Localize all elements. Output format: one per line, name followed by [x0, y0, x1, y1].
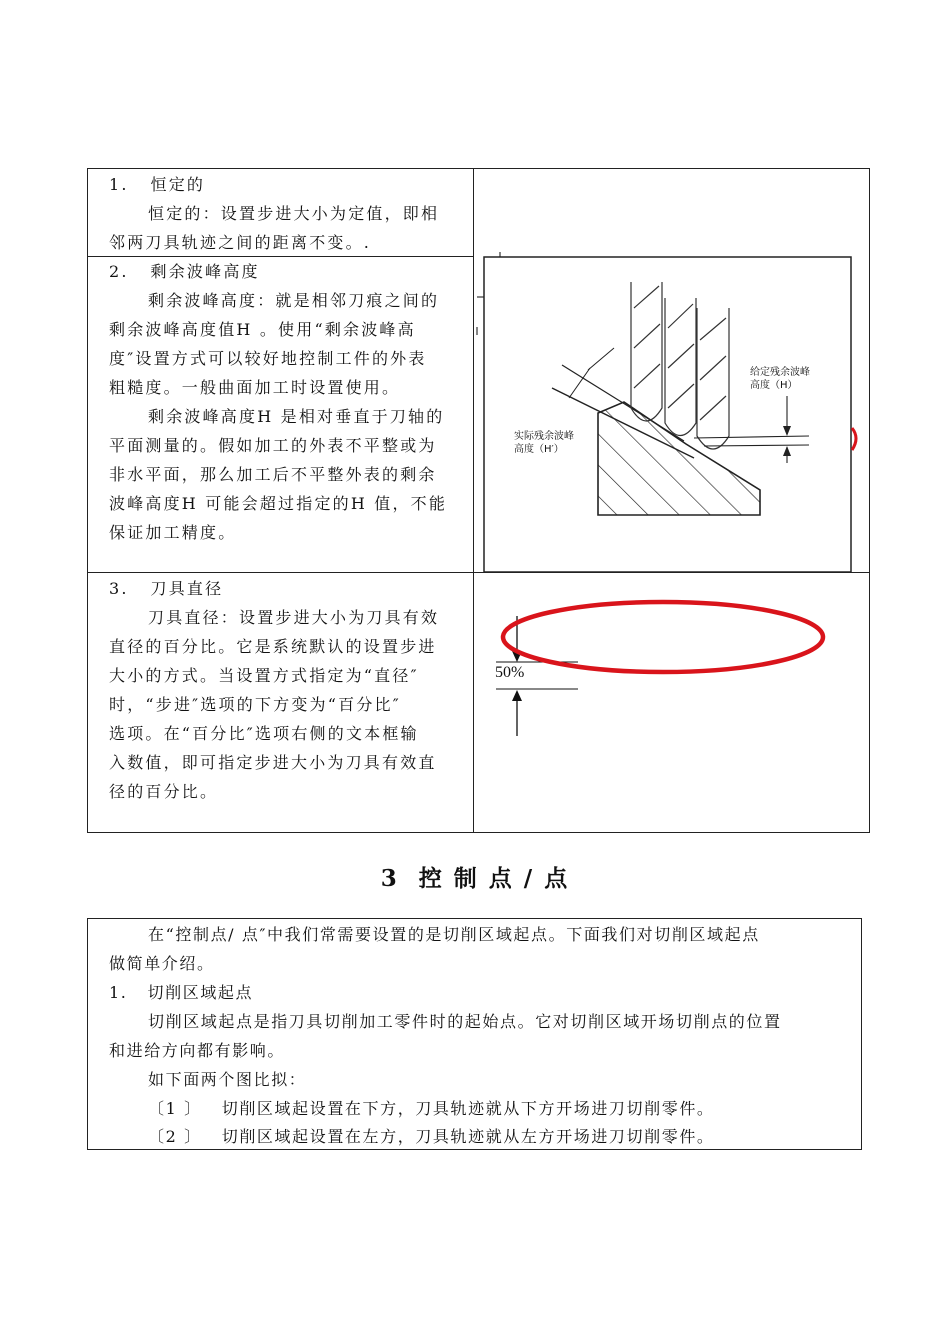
- row-2-line-7: 非水平面，那么加工后不平整外表的剩余: [109, 465, 437, 484]
- given-scallop-label-2: 高度（H）: [750, 380, 798, 391]
- row-1-line-2: 邻两刀具轨迹之间的距离不变。.: [109, 233, 372, 252]
- box-line-5: 和进给方向都有影响。: [109, 1041, 286, 1060]
- row-3-line-3: 大小的方式。当设置方式指定为“直径″: [109, 666, 419, 685]
- row-2-line-3: 度″设置方式可以较好地控制工件的外表: [109, 349, 427, 368]
- row-2-heading: 2. 剩余波峰高度: [109, 262, 260, 281]
- scallop-height-figure: [474, 248, 870, 578]
- row-2-line-5: 剩余波峰高度H 是相对垂直于刀轴的: [148, 407, 445, 426]
- box-line-6: 如下面两个图比拟：: [148, 1070, 307, 1089]
- row-2-line-6: 平面测量的。假如加工的外表不平整或为: [109, 436, 437, 455]
- row-3-line-2: 直径的百分比。它是系统默认的设置步进: [109, 637, 437, 656]
- actual-scallop-label-1: 实际残余波峰: [514, 431, 574, 442]
- box-line-3: 1. 切削区域起点: [109, 983, 254, 1002]
- figure-frame: [484, 257, 851, 572]
- red-mark: [852, 428, 856, 450]
- row-2-line-4: 粗糙度。一般曲面加工时设置使用。: [109, 378, 401, 397]
- row-3-heading: 3. 刀具直径: [109, 579, 224, 598]
- box-line-2: 做简单介绍。: [109, 954, 215, 973]
- section-title: 3 控 制 点 / 点: [380, 865, 570, 892]
- row-1-heading: 1. 恒定的: [109, 175, 206, 194]
- row-2-line-1: 剩余波峰高度：就是相邻刀痕之间的: [148, 291, 440, 310]
- box-line-1: 在“控制点/ 点″中我们常需要设置的是切削区域起点。下面我们对切削区域起点: [148, 925, 760, 944]
- row-3-line-1: 刀具直径：设置步进大小为刀具有效: [148, 608, 440, 627]
- actual-scallop-label-2: 高度（H′）: [514, 444, 564, 455]
- row-3-line-6: 入数值，即可指定步进大小为刀具有效直: [109, 753, 437, 772]
- red-ellipse: [503, 602, 823, 672]
- percent-label: 50%: [495, 664, 525, 681]
- box-line-7: 〔1 〕 切削区域起设置在下方，刀具轨迹就从下方开场进刀切削零件。: [148, 1099, 715, 1118]
- row-3-line-5: 选项。在“百分比″选项右侧的文本框输: [109, 724, 419, 743]
- tool-diameter-figure: [474, 573, 870, 832]
- row-3-line-7: 径的百分比。: [109, 782, 219, 801]
- box-line-8: 〔2 〕 切削区域起设置在左方，刀具轨迹就从左方开场进刀切削零件。: [148, 1127, 715, 1146]
- row-2-line-8: 波峰高度H 可能会超过指定的H 值，不能: [109, 494, 448, 513]
- given-scallop-label-1: 给定残余波峰: [750, 367, 810, 378]
- row-2-line-2: 剩余波峰高度值H 。使用“剩余波峰高: [109, 320, 416, 339]
- row-1-line-1: 恒定的：设置步进大小为定值，即相: [148, 204, 440, 223]
- row-3-line-4: 时，“步进″选项的下方变为“百分比″: [109, 695, 401, 714]
- row-2-line-9: 保证加工精度。: [109, 523, 237, 542]
- box-line-4: 切削区域起点是指刀具切削加工零件时的起始点。它对切削区域开场切削点的位置: [148, 1012, 782, 1031]
